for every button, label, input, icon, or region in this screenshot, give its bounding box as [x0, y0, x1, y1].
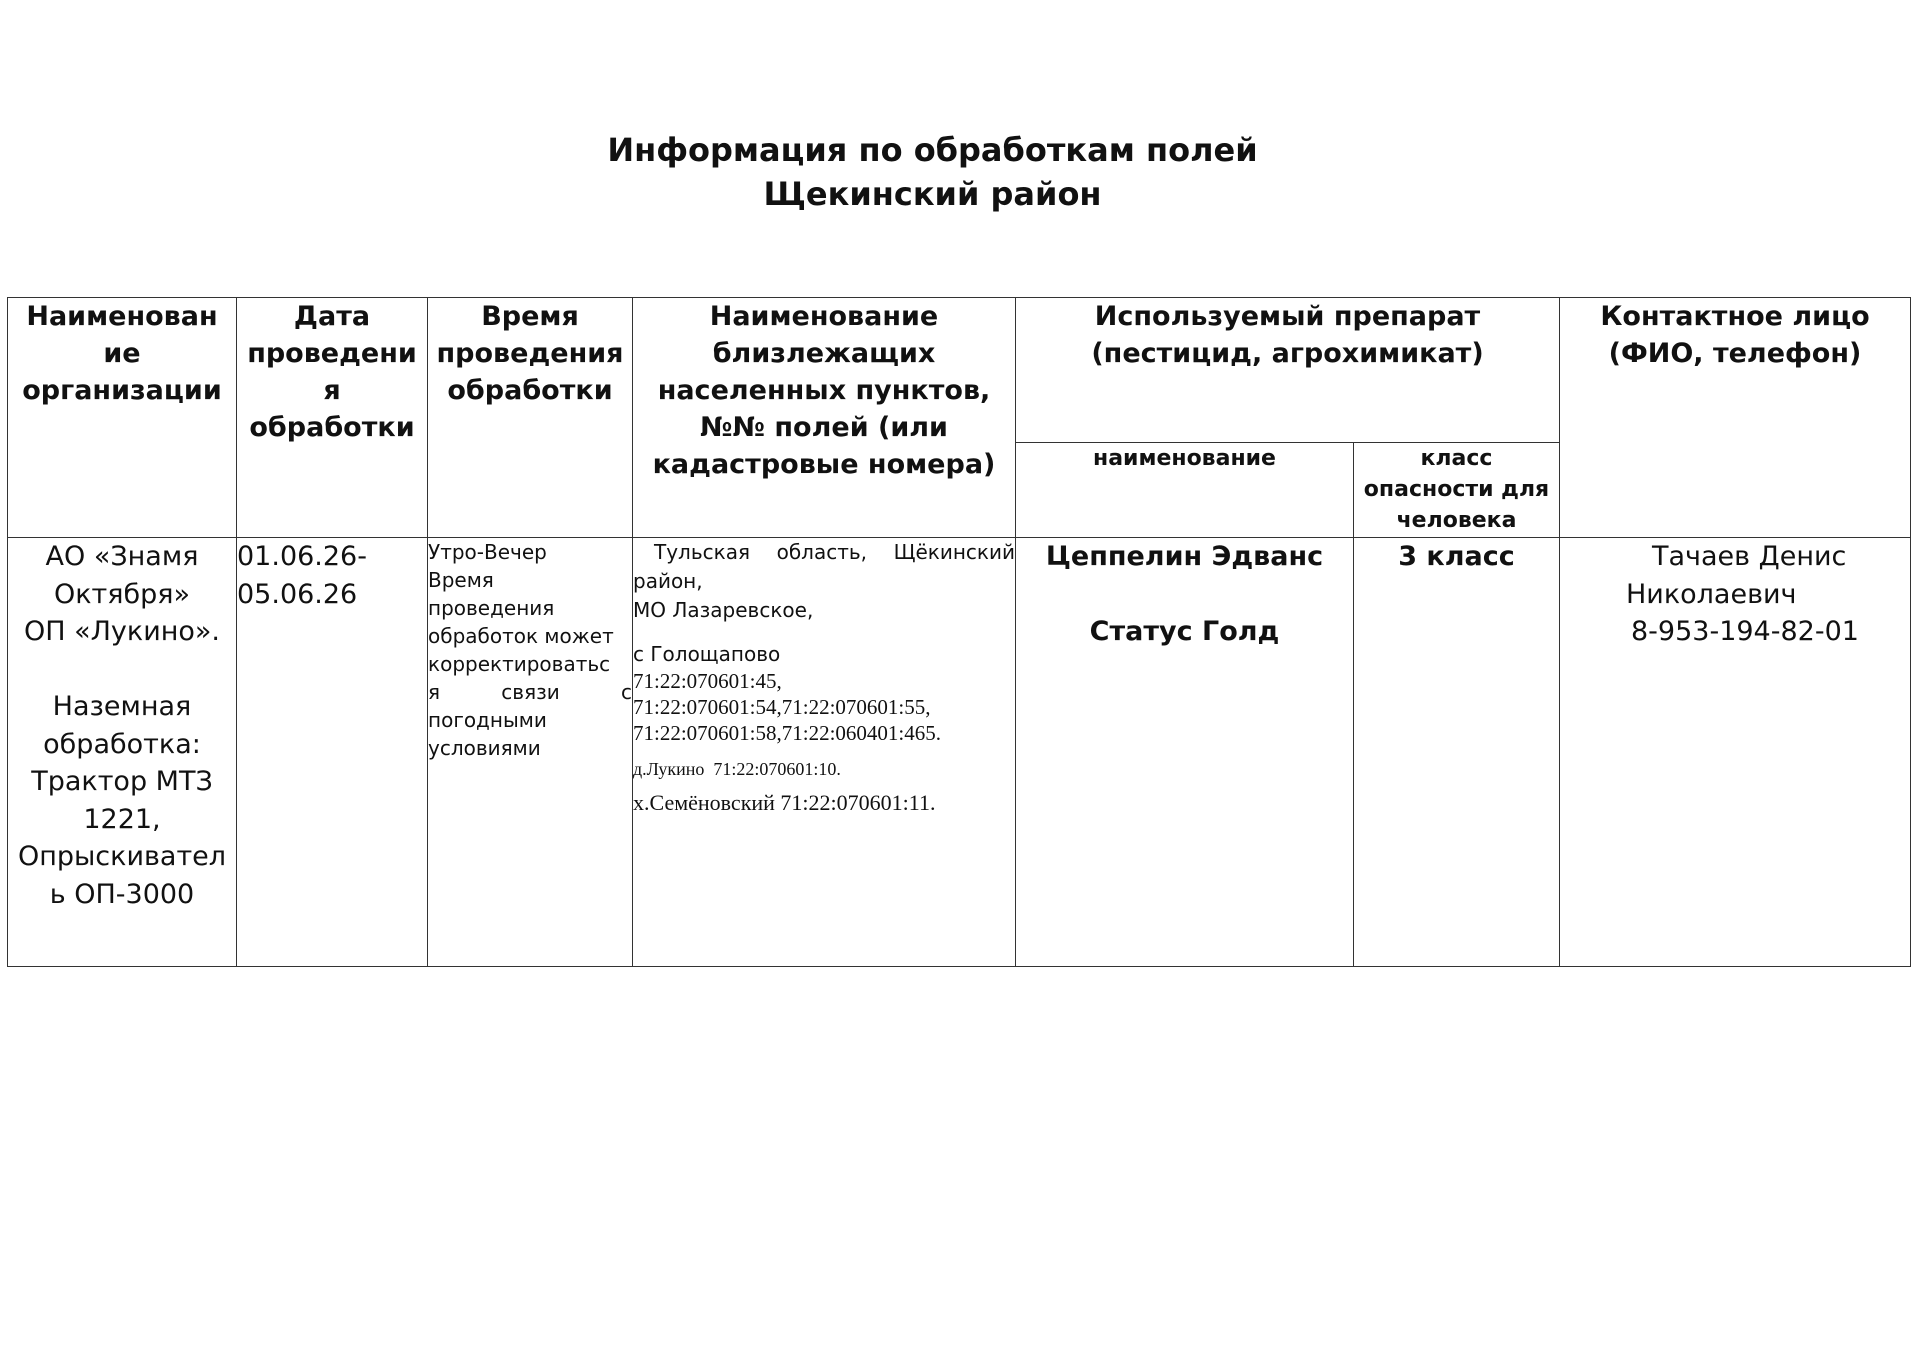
header-prep-name-label: наименование: [1093, 446, 1276, 471]
org-line: ь ОП-3000: [49, 878, 195, 910]
title-line-2: Щекинский район: [763, 175, 1102, 213]
header-time: [428, 298, 633, 538]
time-line: корректироватьс: [428, 652, 611, 676]
page-title: [0, 128, 1865, 216]
org-line: Опрыскивател: [17, 841, 227, 872]
cell-time: [428, 538, 633, 967]
cell-preparation-name: [1016, 538, 1354, 967]
time-line: Утро-Вечер: [428, 540, 547, 564]
date-line: 01.06.26-: [237, 541, 367, 572]
header-prep-class-line: человека: [1396, 508, 1517, 533]
header-org: [8, 298, 237, 538]
cadastral-line: 71:22:070601:58,71:22:060401:465.: [633, 721, 942, 745]
table-row: [8, 538, 1911, 967]
location-semenovsky: х.Семёновский 71:22:070601:11.: [633, 790, 936, 815]
header-prep-class: [1354, 443, 1560, 538]
time-line: я связи с: [428, 680, 632, 704]
location-region: Тульская область, Щёкинский район,: [633, 540, 1015, 593]
time-line: проведения: [428, 596, 555, 620]
location-cadastral-numbers: [633, 668, 1015, 746]
header-time-line: проведения: [436, 338, 624, 369]
header-locations-line: Наименование: [709, 301, 939, 332]
time-line: обработок может: [428, 624, 614, 648]
header-date-line: я: [323, 375, 341, 406]
header-date-line: обработки: [249, 412, 415, 443]
cadastral-line: 71:22:070601:54,71:22:070601:55,: [633, 695, 931, 719]
time-line: Время: [428, 568, 494, 592]
location-lukino: д.Лукино 71:22:070601:10.: [633, 759, 841, 779]
contact-name-line: Тачаев Денис: [1652, 541, 1847, 572]
cell-locations: [633, 538, 1016, 967]
cell-hazard-class: [1354, 538, 1560, 967]
header-preparation: [1016, 298, 1560, 443]
header-prep-name: [1016, 443, 1354, 538]
org-line: АО «Знамя: [45, 541, 199, 572]
org-line: Октября»: [53, 578, 191, 610]
cell-organization: [8, 538, 237, 967]
preparation-name: Статус Голд: [1089, 616, 1280, 647]
org-spacer: [8, 651, 236, 689]
header-contact: [1560, 298, 1911, 538]
title-line-1: Информация по обработкам полей: [607, 131, 1258, 169]
header-locations-line: населенных пунктов,: [657, 375, 991, 406]
header-org-line: Наименован: [26, 301, 218, 332]
org-line: Наземная: [52, 691, 192, 722]
contact-name-line: Николаевич: [1626, 578, 1797, 610]
header-date-line: проведени: [247, 338, 417, 369]
org-line: обработка:: [43, 728, 201, 760]
header-org-line: ие: [103, 338, 141, 369]
location-mo: МО Лазаревское,: [633, 598, 814, 622]
header-time-line: обработки: [447, 375, 613, 406]
header-contact-line: (ФИО, телефон): [1608, 338, 1862, 369]
cadastral-line: 71:22:070601:45,: [633, 669, 782, 693]
org-line: ОП «Лукино».: [23, 616, 221, 647]
time-line: условиями: [428, 736, 541, 760]
header-time-line: Время: [481, 301, 579, 332]
preparation-name: Цеппелин Эдванс: [1045, 541, 1324, 572]
hazard-class-value: 3 класс: [1398, 541, 1515, 572]
cell-contact: [1560, 538, 1911, 967]
header-preparation-line: Используемый препарат: [1094, 301, 1481, 332]
header-locations-line: кадастровые номера): [652, 449, 996, 480]
time-line: погодными: [428, 708, 547, 732]
header-locations: [633, 298, 1016, 538]
treatment-table: [7, 297, 1911, 967]
preparation-spacer: [1016, 576, 1353, 614]
org-line: 1221,: [83, 803, 161, 835]
header-prep-class-line: класс: [1420, 446, 1493, 471]
header-contact-line: Контактное лицо: [1600, 301, 1870, 332]
header-locations-line: близлежащих: [712, 338, 936, 369]
date-line: 05.06.26: [237, 578, 358, 610]
header-date: [237, 298, 428, 538]
cell-date: [237, 538, 428, 967]
header-preparation-line: (пестицид, агрохимикат): [1091, 338, 1484, 369]
header-locations-line: №№ полей (или: [700, 412, 948, 443]
header-org-line: организации: [22, 375, 222, 406]
header-prep-class-line: опасности для: [1363, 477, 1550, 502]
contact-phone: 8-953-194-82-01: [1631, 616, 1859, 647]
location-place: с Голощапово: [633, 642, 781, 666]
org-line: Трактор МТЗ: [31, 766, 213, 797]
header-date-line: Дата: [293, 301, 371, 332]
